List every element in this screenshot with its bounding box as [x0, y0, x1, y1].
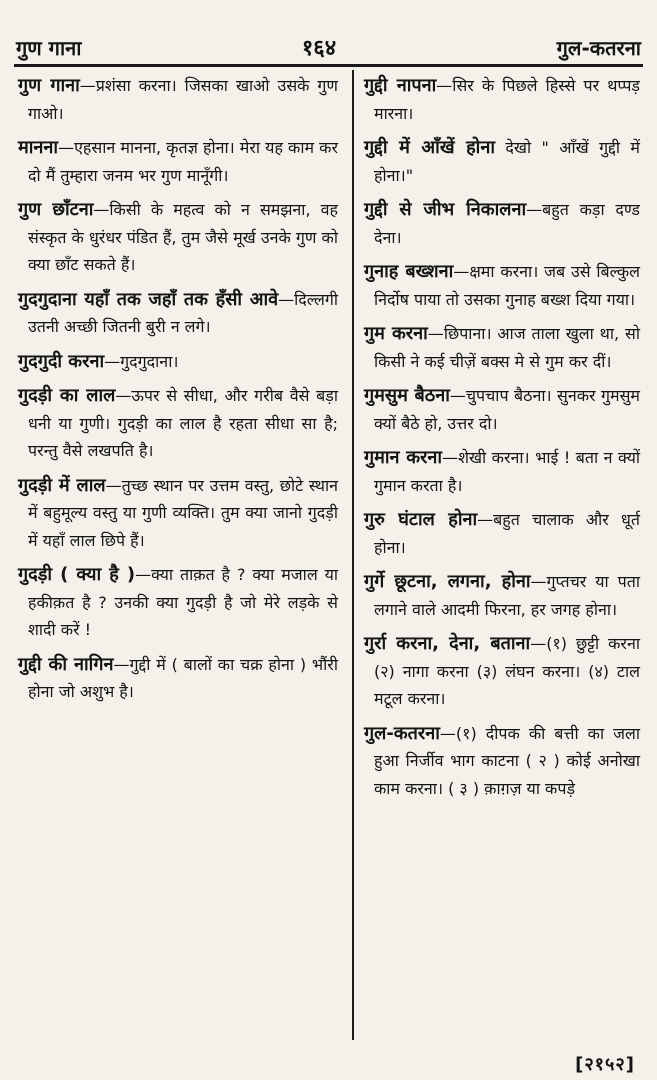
entry — [364, 134, 640, 189]
footer-code: [२१५२] — [575, 1054, 635, 1075]
entry — [364, 258, 640, 313]
entry-definition: —बहुत कड़ा दण्ड देना। — [374, 200, 640, 247]
page-number: १६४ — [301, 36, 337, 61]
entry — [364, 382, 640, 437]
entry-definition: —क्षमा करना। जब उसे बिल्कुल निर्दोष पाया तो उसका गुनाह बख्श दिया गया। — [374, 262, 640, 309]
entry — [18, 286, 338, 341]
entry-headword: गुद्दी की नागिन — [18, 653, 114, 675]
entry — [18, 472, 338, 555]
entry-definition: —गुद्दी में ( बालों का चक्र होना ) भौंरी होना जो अशुभ है। — [28, 654, 338, 701]
entry-headword: गुरु घंटाल होना — [364, 509, 478, 530]
entry — [364, 630, 640, 713]
page-header — [16, 30, 641, 64]
entry-headword: गुण छाँटना — [18, 199, 94, 220]
entry-headword: गुमान करना — [364, 447, 443, 468]
entry-headword: गुम करना — [364, 323, 428, 344]
entry-definition: —सिर के पिछले हिस्से पर थप्पड़ मारना। — [374, 76, 640, 123]
entry-definition: देखो " आँखें गुद्दी में होना।" — [374, 138, 640, 185]
entry-definition: —तुच्छ स्थान पर उत्तम वस्तु, छोटे स्थान में बहुमूल्य वस्तु या गुणी व्यक्ति। तुम क्या जानो गुदड़ी में यहाँ लाल छिपे हैं। — [28, 475, 338, 550]
entry-definition: —(१) छुट्टी करना (२) नागा करना (३) लंघन करना। (४) टाल मटूल करना। — [374, 634, 640, 708]
entry-definition: —प्रशंसा करना। जिसका खाओ उसके गुण गाओ। — [28, 76, 338, 123]
entry-headword: गुदगुदी करना — [18, 350, 105, 372]
entry — [364, 444, 640, 499]
entry-definition: —क्या ताक़त है ? क्या मजाल या हकीक़त है ? उनकी क्या गुदड़ी है जो मेरे लड़के से शादी करें ! — [28, 565, 338, 639]
entry — [18, 561, 338, 644]
entry — [18, 134, 338, 189]
entry-definition: —गुप्तचर या पता लगाने वाले आदमी फिरना, हर जगह होना। — [374, 572, 640, 619]
entry-headword: गुदगुदाना यहाँ तक जहाँ तक हँसी आवे — [18, 288, 279, 310]
entry — [364, 568, 640, 623]
column-divider — [352, 70, 354, 1040]
entry — [364, 196, 640, 251]
entry-headword: गुण गाना — [18, 75, 80, 96]
entry-definition: —ऊपर से सीधा, और गरीब वैसे बड़ा धनी या गुणी। गुदड़ी का लाल है रहता सीधा सा है; परन्तु वैसे लखपति है। — [28, 386, 338, 460]
entry-headword: गुदड़ी का लाल — [18, 385, 116, 406]
entry-headword: गुद्दी में आँखें होना — [364, 137, 496, 158]
entry — [18, 196, 338, 279]
entry — [18, 72, 338, 127]
entry-headword: गुनाह बख्शना — [364, 261, 454, 282]
entry — [364, 320, 640, 375]
entry — [364, 72, 640, 127]
entry-headword: गुदड़ी ( क्या है ) — [18, 564, 136, 585]
entry-headword: मानना — [18, 137, 59, 158]
entry — [18, 651, 338, 706]
header-left-guideword: गुण गाना — [16, 35, 82, 60]
entry — [18, 348, 338, 376]
entry-definition: —बहुत चालाक और धूर्त होना। — [374, 510, 640, 557]
entry-definition: —दिल्लगी उतनी अच्छी जितनी बुरी न लगे। — [28, 289, 338, 336]
left-column — [18, 72, 338, 713]
entry-definition: —छिपाना। आज ताला खुला था, सो किसी ने कई चीज़ें बक्स मे से गुम कर दीं। — [374, 324, 640, 371]
entry — [364, 506, 640, 561]
entry-headword: गुर्गे छूटना, लगना, होना — [364, 571, 531, 592]
header-right-guideword: गुल-कतरना — [556, 35, 641, 60]
entry-definition: —गुदगुदाना। — [104, 351, 179, 371]
entry-definition: —किसी के महत्व को न समझना, वह संस्कृत के धुरंधर पंडित हैं, तुम जैसे मूर्ख उनके गुण को क्या छाँट सकते हैं। — [28, 200, 338, 274]
entry-definition: —शेखी करना। भाई ! बता न क्यों गुमान करता है। — [374, 448, 641, 495]
entry-headword: गुमसुम बैठना — [364, 385, 450, 406]
entry-definition: —चुपचाप बैठना। सुनकर गुमसुम क्यों बैठे हो, उत्तर दो। — [374, 386, 641, 433]
entry-definition: —एहसान मानना, कृतज्ञ होना। मेरा यह काम कर दो मैं तुम्हारा जनम भर गुण मानूँगी। — [28, 138, 338, 185]
entry-headword: गुर्रा करना, देना, बताना — [364, 633, 531, 654]
entry — [364, 720, 640, 803]
header-rule — [14, 64, 643, 67]
entry-headword: गुद्दी से जीभ निकालना — [364, 199, 527, 220]
entry-headword: गुद्दी नापना — [364, 75, 437, 96]
entry-definition: —(१) दीपक की बत्ती का जला हुआ निर्जीव भाग काटना ( २ ) कोई अनोखा काम करना। ( ३ ) क़ाग़ज़ या कपड़े — [374, 723, 640, 798]
entry — [18, 382, 338, 465]
entry-headword: गुल-कतरना — [364, 722, 440, 744]
entry-headword: गुदड़ी में लाल — [18, 474, 106, 496]
right-column — [364, 72, 640, 809]
